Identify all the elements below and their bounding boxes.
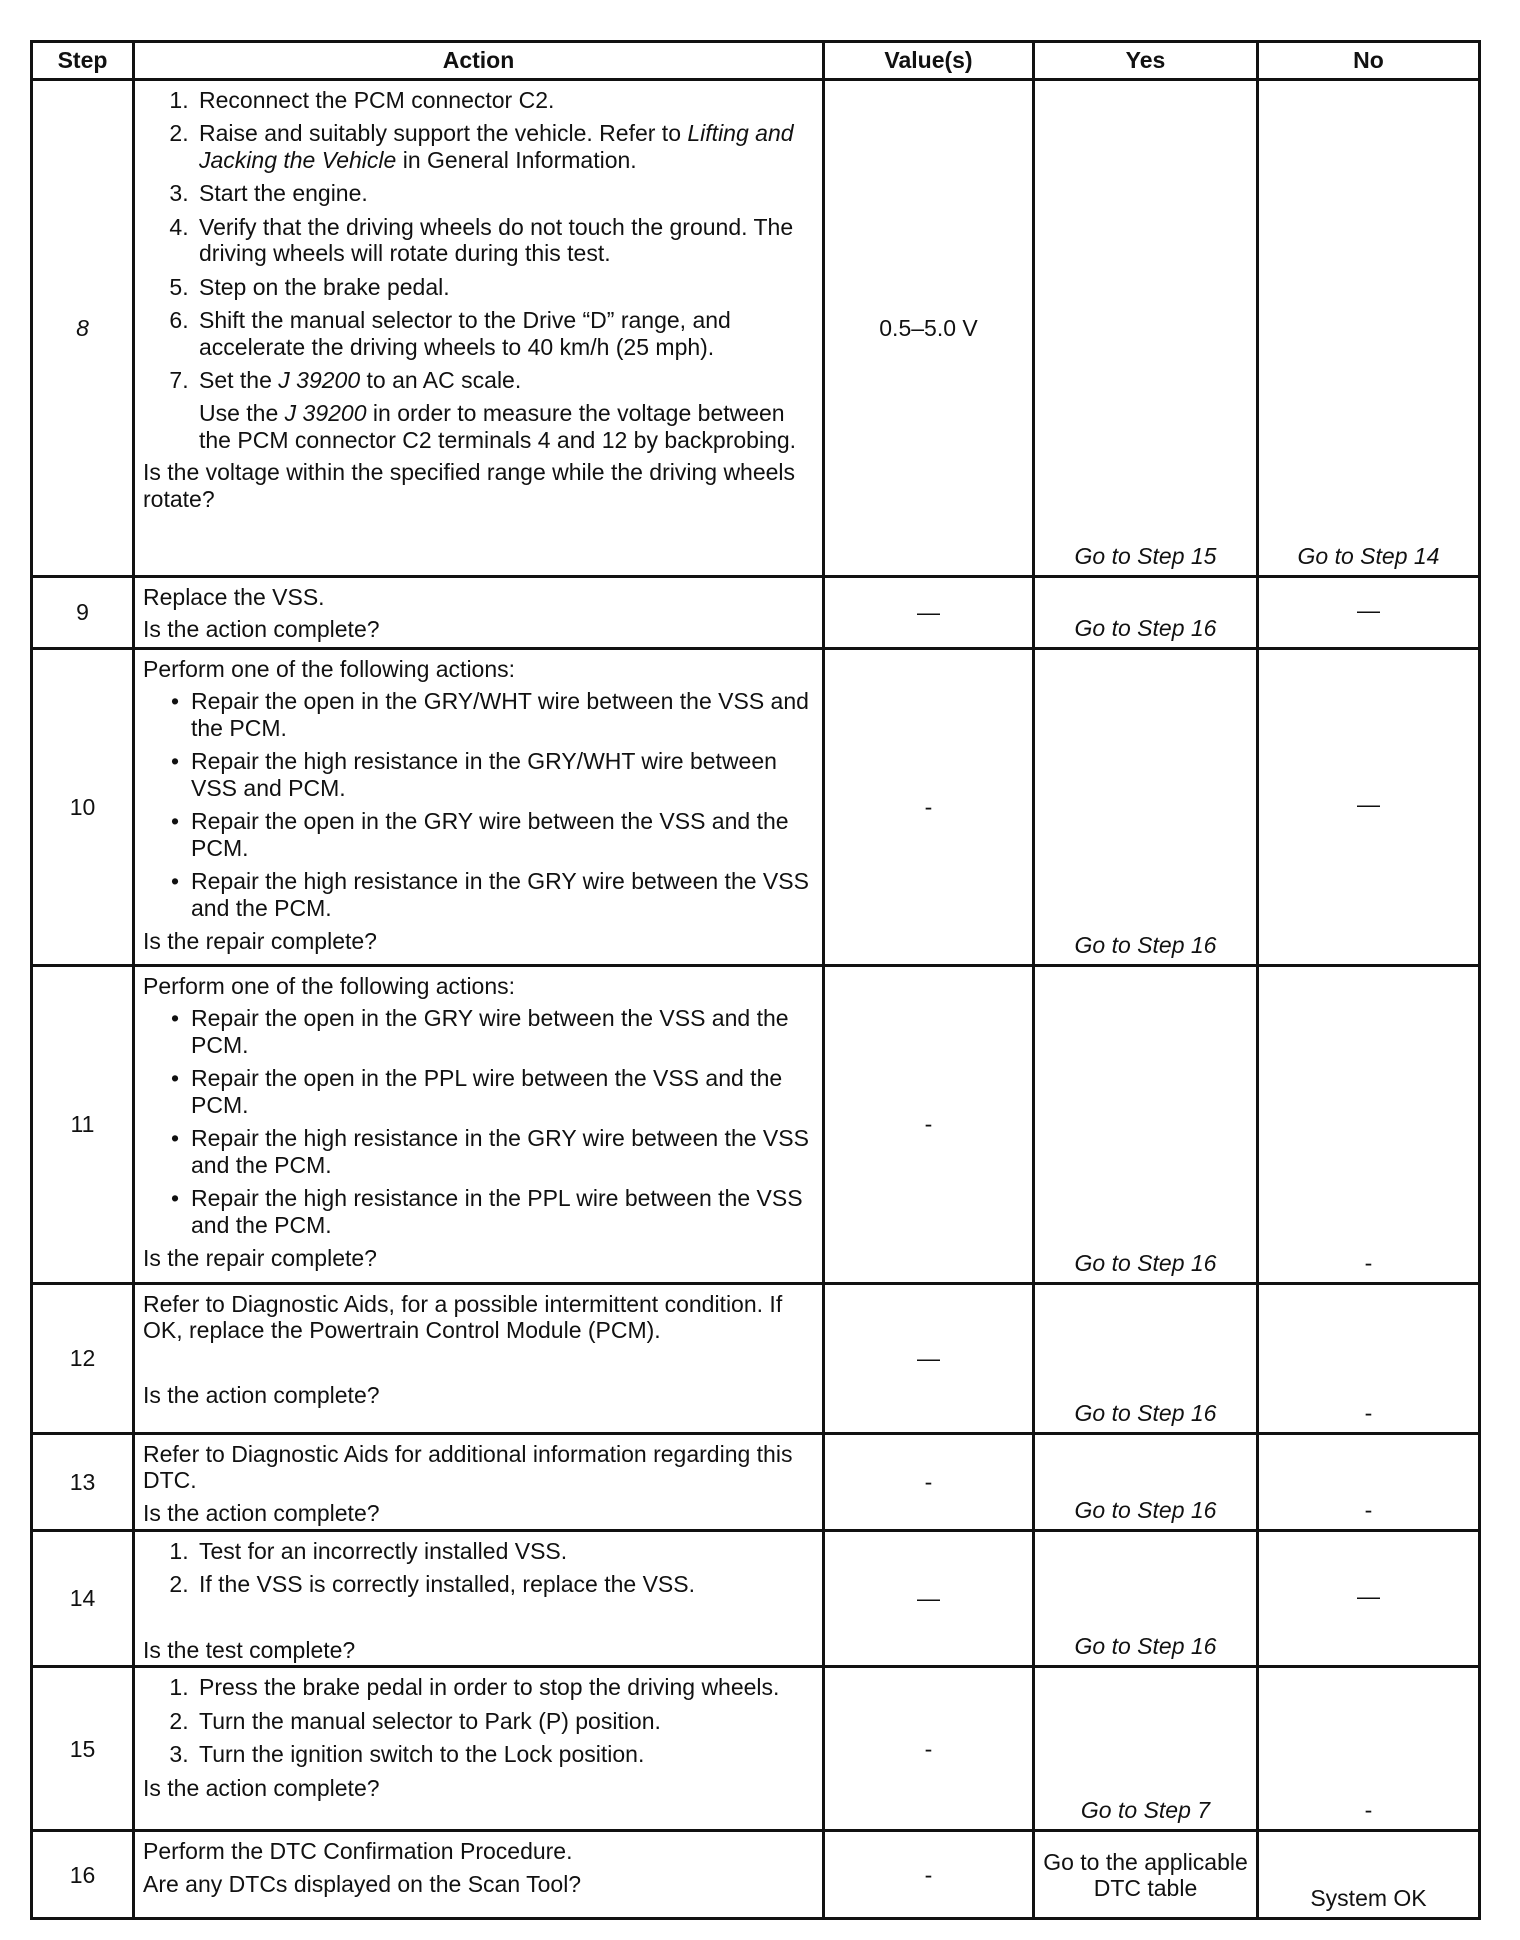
list-item: • Repair the high resistance in the PPL wire between the VSS and the PCM. [191,1185,816,1238]
action-bullets [143,688,816,921]
list-item: 3. Start the engine. [195,180,816,206]
action-question: Is the repair complete? [143,927,377,954]
value-cell: - [824,1831,1034,1919]
action-intro: Perform one of the following actions: [143,656,516,682]
step-number: 16 [32,1831,134,1919]
no-cell: System OK [1258,1831,1480,1919]
action-text: Refer to Diagnostic Aids, for a possible intermittent condition. If OK, replace the Powertrain Control Module (PCM). [143,1291,783,1344]
step-number: 9 [32,577,134,649]
action-list [143,87,816,393]
list-item: • Repair the open in the GRY wire between the VSS and the PCM. [191,1005,816,1058]
value-cell: 0.5–5.0 V [824,80,1034,577]
header-step: Step [32,42,134,80]
step-number: 8 [32,80,134,577]
yes-cell [1034,1434,1258,1531]
step-number: 15 [32,1667,134,1831]
list-item: 2. Raise and suitably support the vehicle. Refer to Lifting and Jacking the Vehicle in General Information. [195,120,816,173]
yes-cell [1034,1284,1258,1434]
action-cell [134,80,824,577]
action-cell [134,1667,824,1831]
yes-cell [1034,649,1258,966]
table-row-step-10 [32,649,1480,966]
action-cell [134,1831,824,1919]
action-cell [134,649,824,966]
action-text: Refer to Diagnostic Aids for additional information regarding this DTC. [143,1441,793,1494]
goto-link: Go to Step 15 [1074,542,1217,569]
yes-cell [1034,1667,1258,1831]
yes-cell [1034,80,1258,577]
value-cell: — [824,1531,1034,1667]
goto-link: Go to Step 16 [1074,931,1217,958]
step-number: 11 [32,966,134,1284]
action-cell [134,1531,824,1667]
yes-cell [1034,1531,1258,1667]
spacer [143,1350,816,1378]
header-yes: Yes [1034,42,1258,80]
goto-link: Go to Step 16 [1074,1399,1217,1426]
goto-link: Go to Step 7 [1080,1796,1211,1823]
action-question: Is the action complete? [143,616,380,643]
action-text: Perform the DTC Confirmation Procedure. [143,1838,573,1865]
list-item: 1. Test for an incorrectly installed VSS. [195,1538,816,1564]
header-row [32,42,1480,80]
header-no: No [1258,42,1480,80]
list-item: 7. Set the J 39200 to an AC scale. [195,367,816,393]
list-item: • Repair the open in the PPL wire between the VSS and the PCM. [191,1065,816,1118]
list-item: 1. Reconnect the PCM connector C2. [195,87,816,113]
value-cell: - [824,649,1034,966]
no-cell: — [1258,649,1480,966]
table-row-step-9 [32,577,1480,649]
table-row-step-13 [32,1434,1480,1531]
list-item: • Repair the high resistance in the GRY/WHT wire between VSS and PCM. [191,748,816,801]
no-cell: — [1258,1531,1480,1667]
spacer [143,1605,816,1633]
no-cell: — [1258,577,1480,649]
action-cell [134,1284,824,1434]
no-cell [1258,80,1480,577]
goto-link: Go to Step 16 [1074,1249,1217,1276]
list-item: 2. If the VSS is correctly installed, replace the VSS. [195,1571,816,1597]
list-item: 3. Turn the ignition switch to the Lock position. [195,1741,816,1767]
tool-reference: J 39200 [278,366,361,393]
action-bullets [143,1005,816,1238]
value-cell: - [824,1434,1034,1531]
table-row-step-12 [32,1284,1480,1434]
goto-link: Go to Step 16 [1074,1496,1217,1523]
manual-reference: Lifting and Jacking the Vehicle [199,120,794,173]
list-item: • Repair the high resistance in the GRY wire between the VSS and the PCM. [191,1125,816,1178]
action-question: Is the test complete? [143,1636,356,1663]
header-action: Action [134,42,824,80]
list-item: 2. Turn the manual selector to Park (P) position. [195,1708,816,1734]
action-question: Is the action complete? [143,1774,380,1801]
step-number: 14 [32,1531,134,1667]
measurement-note: Use the J 39200 in order to measure the voltage between the PCM connector C2 terminals 4 and 12 by backprobing. [199,400,797,453]
goto-link: Go to Step 16 [1074,614,1217,641]
no-cell: - [1258,1434,1480,1531]
diagnostic-table [30,40,1481,1920]
list-item: • Repair the open in the GRY/WHT wire between the VSS and the PCM. [191,688,816,741]
list-item: • Repair the high resistance in the GRY wire between the VSS and the PCM. [191,868,816,921]
goto-link: Go to Step 16 [1074,1632,1217,1659]
action-question: Is the repair complete? [143,1244,377,1271]
action-list [143,1538,816,1598]
no-cell: - [1258,1284,1480,1434]
table-row-step-15 [32,1667,1480,1831]
table-row-step-14 [32,1531,1480,1667]
yes-cell [1034,966,1258,1284]
yes-cell: Go to the applicable DTC table [1034,1831,1258,1919]
action-cell [134,577,824,649]
list-item: 6. Shift the manual selector to the Drive “D” range, and accelerate the driving wheels to 40 km/h (25 mph). [195,307,816,360]
step-number: 10 [32,649,134,966]
list-item: • Repair the open in the GRY wire between the VSS and the PCM. [191,808,816,861]
action-question: Is the action complete? [143,1381,380,1408]
header-values: Value(s) [824,42,1034,80]
table-row-step-8 [32,80,1480,577]
value-cell: - [824,1667,1034,1831]
table-row-step-11 [32,966,1480,1284]
action-intro: Perform one of the following actions: [143,973,516,999]
yes-cell [1034,577,1258,649]
table-row-step-16 [32,1831,1480,1919]
action-cell [134,966,824,1284]
tool-reference: J 39200 [284,400,367,427]
value-cell: - [824,966,1034,1284]
list-item: 4. Verify that the driving wheels do not touch the ground. The driving wheels will rotate during this test. [195,214,816,267]
action-question: Is the voltage within the specified range while the driving wheels rotate? [143,459,796,512]
action-text: Replace the VSS. [143,584,325,610]
list-item: 5. Step on the brake pedal. [195,274,816,300]
value-cell: — [824,1284,1034,1434]
value-cell: — [824,577,1034,649]
step-number: 13 [32,1434,134,1531]
no-cell: - [1258,966,1480,1284]
step-number: 12 [32,1284,134,1434]
action-list [143,1674,816,1767]
no-cell: - [1258,1667,1480,1831]
action-cell [134,1434,824,1531]
action-question: Are any DTCs displayed on the Scan Tool? [143,1870,582,1897]
goto-link: Go to Step 14 [1297,542,1440,569]
action-question: Is the action complete? [143,1499,380,1526]
list-item: 1. Press the brake pedal in order to stop the driving wheels. [195,1674,816,1700]
